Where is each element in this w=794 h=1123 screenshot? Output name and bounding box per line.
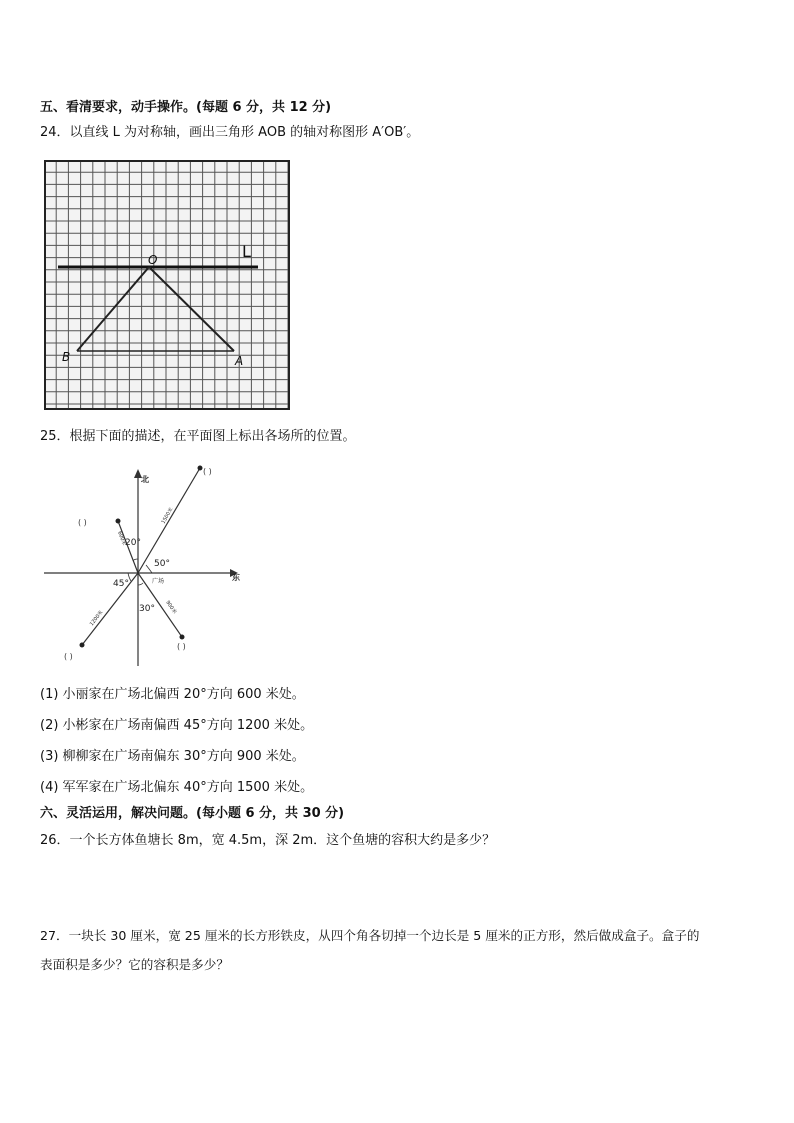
- section-5-heading: 五、看清要求，动手操作。(每题 6 分，共 12 分): [40, 100, 332, 115]
- question-27-line-1: 27．一块长 30 厘米，宽 25 厘米的长方形铁皮，从四个角各切掉一个边长是 5 厘米的正方形，然后做成盒子。盒子的: [40, 928, 700, 943]
- question-24-grid-figure: [44, 160, 290, 410]
- point-northwest: [116, 519, 121, 524]
- answer-blank-northeast: ( ): [203, 467, 212, 476]
- angle-arc-30: [138, 583, 143, 585]
- angle-label-50: 50°: [154, 559, 170, 569]
- question-25-item-2: (2) 小彬家在广场南偏西 45°方向 1200 米处。: [40, 718, 314, 733]
- question-25-item-1: (1) 小丽家在广场北偏西 20°方向 600 米处。: [40, 687, 305, 702]
- axis-label-l: L: [242, 242, 251, 261]
- question-27-line-2: 表面积是多少？它的容积是多少？: [40, 957, 229, 972]
- section-6-heading: 六、灵活运用，解决问题。(每小题 6 分，共 30 分): [40, 806, 345, 821]
- point-b-label: B: [62, 350, 71, 364]
- distance-label-1200: 1200米: [88, 609, 105, 628]
- question-24-text: 24．以直线 L 为对称轴，画出三角形 AOB 的轴对称图形 A′OB′。: [40, 125, 420, 140]
- answer-blank-southeast: ( ): [177, 642, 186, 651]
- angle-label-30: 30°: [139, 604, 155, 614]
- point-southwest: [80, 643, 85, 648]
- point-southeast: [180, 635, 185, 640]
- angle-arc-50: [146, 565, 152, 573]
- point-o-label: O: [148, 253, 158, 267]
- point-northeast: [198, 466, 203, 471]
- question-25-text: 25．根据下面的描述，在平面图上标出各场所的位置。: [40, 429, 356, 444]
- distance-label-900: 900米: [164, 599, 178, 616]
- east-label: 东: [232, 573, 240, 582]
- distance-label-1500: 1500米: [160, 506, 175, 525]
- question-25-item-4: (4) 军军家在广场北偏东 40°方向 1500 米处。: [40, 780, 314, 795]
- center-label: 广场: [152, 578, 165, 585]
- answer-blank-southwest: ( ): [64, 652, 73, 661]
- angle-label-45: 45°: [113, 579, 129, 589]
- north-label: 北: [141, 475, 149, 484]
- answer-blank-northwest: ( ): [78, 518, 87, 527]
- question-26-text: 26．一个长方体鱼塘长 8m，宽 4.5m，深 2m．这个鱼塘的容积大约是多少？: [40, 833, 496, 848]
- distance-label-600: 600米: [116, 530, 127, 547]
- point-a-label: A: [235, 354, 244, 368]
- question-25-item-3: (3) 柳柳家在广场南偏东 30°方向 900 米处。: [40, 749, 305, 764]
- question-25-direction-map: [40, 462, 270, 672]
- angle-label-20: 20°: [125, 538, 141, 548]
- ray-southwest-1200: [82, 573, 138, 645]
